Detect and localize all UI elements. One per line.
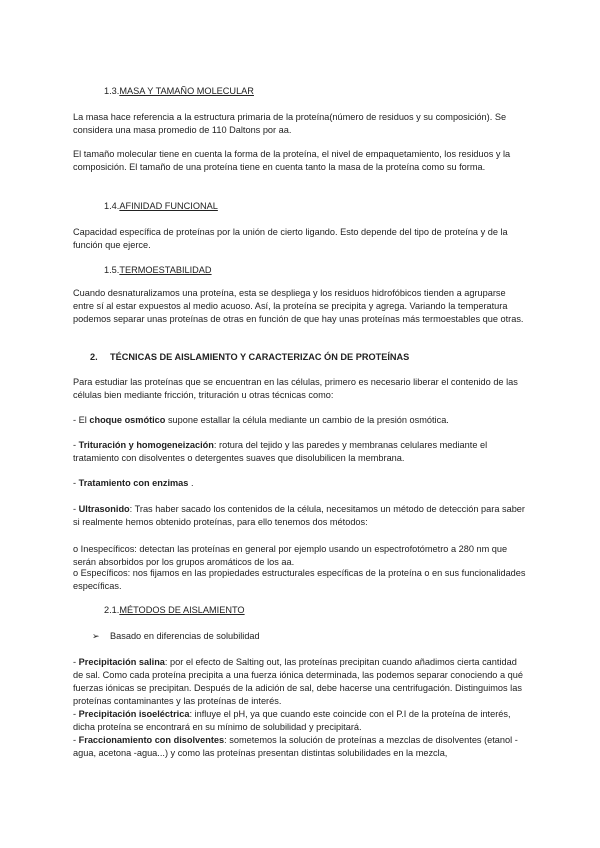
- item-fraccionamiento: [73, 734, 528, 760]
- item-text: supone estallar la célula mediante un cambio de la presión osmótica.: [165, 415, 449, 425]
- section-title: TERMOESTABILIDAD: [119, 265, 212, 275]
- item-tratamiento-enzimas: [73, 477, 528, 490]
- item-prefix: -: [73, 657, 79, 667]
- item-term: choque osmótico: [89, 415, 166, 425]
- bullet-solubilidad: [92, 630, 260, 643]
- item-term: Precipitación isoeléctrica: [78, 709, 190, 719]
- item-prefix: -: [73, 709, 79, 719]
- item-term: Precipitación salina: [78, 657, 165, 667]
- item-text: : sometemos la solución de proteínas a mezclas de disolventes (etanol -agua, acetona -agua...) y como las proteínas presentan distintas solubilidades en la mezcla,: [73, 735, 518, 758]
- item-text: .: [188, 478, 194, 488]
- section-2-1-heading: [104, 604, 245, 617]
- item-text: : por el efecto de Salting out, las proteínas precipitan cuando añadimos cierta cantidad de sal. Como cada proteína precipita a una fuerza iónica determinada, las podemos separar conociendo a qué fuerzas iónicas se precipitan. Después de la adición de sal, debe hacerse una centrifugación. Distinguimos las proteínas contaminantes y las proteínas de interés.: [73, 657, 523, 706]
- paragraph-masa: La masa hace referencia a la estructura primaria de la proteína(número de residuos y su composición). Se considera una masa promedio de 110 Daltons por aa.: [73, 112, 507, 135]
- item-precipitacion-salina: [73, 656, 528, 708]
- item-prefix: -: [73, 440, 79, 450]
- section-1-5-heading: [104, 264, 212, 277]
- paragraph-afinidad: Capacidad específica de proteínas por la unión de cierto ligando. Esto depende del tipo de proteína y de la función que ejerce.: [73, 227, 508, 250]
- arrow-bullet-icon: ➢: [92, 631, 100, 641]
- item-term: Fraccionamiento con disolventes: [78, 735, 225, 745]
- item-text: : influye el pH, ya que cuando este coincide con el P.I de la proteína de interés, dicha proteína se encontrará en su mínimo de solubilidad y precipitará.: [73, 709, 511, 732]
- section-2-heading: [90, 351, 409, 364]
- paragraph-termoestabilidad: Cuando desnaturalizamos una proteína, esta se despliega y los residuos hidrofóbicos tienden a agruparse entre sí al estar expuestos al medio acuoso. Así, la proteína se precipita y agrega. Variando la temperatura podemos separar unas proteínas de otras en función de que hay unas proteínas más termoestables que otras.: [73, 288, 524, 324]
- item-term: Tratamiento con enzimas: [78, 478, 189, 488]
- section-number: 1.5.: [104, 265, 120, 275]
- item-prefix: - El: [73, 415, 90, 425]
- item-ultrasonido: [73, 503, 528, 529]
- bullet-text: Basado en diferencias de solubilidad: [110, 631, 260, 641]
- item-term: Ultrasonido: [78, 504, 130, 514]
- section-number: 2.: [90, 352, 98, 362]
- item-choque-osmotico: [73, 414, 528, 427]
- section-1-4-heading: [104, 200, 218, 213]
- paragraph-tamano: El tamaño molecular tiene en cuenta la forma de la proteína, el nivel de empaquetamiento, los residuos y la composición. El tamaño de una proteína tiene en cuenta tanto la masa de la proteína como su forma.: [73, 149, 511, 172]
- section-number: 1.3.: [104, 86, 120, 96]
- section-title: AFINIDAD FUNCIONAL: [119, 201, 218, 211]
- paragraph-inespecificos: o Inespecíficos: detectan las proteínas en general por ejemplo usando un espectrofotómetro a 280 nm que serán absorbidos por los grupos aromáticos de los aa.: [73, 544, 508, 567]
- section-number: 1.4.: [104, 201, 120, 211]
- item-prefix: -: [73, 504, 79, 514]
- paragraph-intro: Para estudiar las proteínas que se encuentran en las células, primero es necesario liberar el contenido de las células bien mediante fricción, trituración u otras técnicas como:: [73, 377, 518, 400]
- item-term: Trituración y homogeneización: [78, 440, 214, 450]
- section-title: TÉCNICAS DE AISLAMIENTO Y CARACTERIZAC ÓN DE PROTEÍNAS: [110, 352, 410, 362]
- section-title: MASA Y TAMAÑO MOLECULAR: [119, 86, 254, 96]
- section-number: 2.1.: [104, 605, 120, 615]
- item-trituracion: [73, 439, 528, 465]
- item-text: : rotura del tejido y las paredes y membranas celulares mediante el tratamiento con disolventes o detergentes suaves que disolubilicen la membrana.: [73, 440, 488, 463]
- paragraph-especificos: o Específicos: nos fijamos en las propiedades estructurales específicas de la proteína o en sus funcionalidades específicas.: [73, 568, 526, 591]
- item-text: : Tras haber sacado los contenidos de la célula, necesitamos un método de detección para saber si realmente hemos obtenido proteínas, para ello tenemos dos métodos:: [73, 504, 525, 527]
- item-prefix: -: [73, 735, 79, 745]
- item-prefix: -: [73, 478, 79, 488]
- item-precipitacion-isoelectrica: [73, 708, 528, 734]
- section-title: MÉTODOS DE AISLAMIENTO: [119, 605, 245, 615]
- section-1-3-heading: [104, 85, 254, 98]
